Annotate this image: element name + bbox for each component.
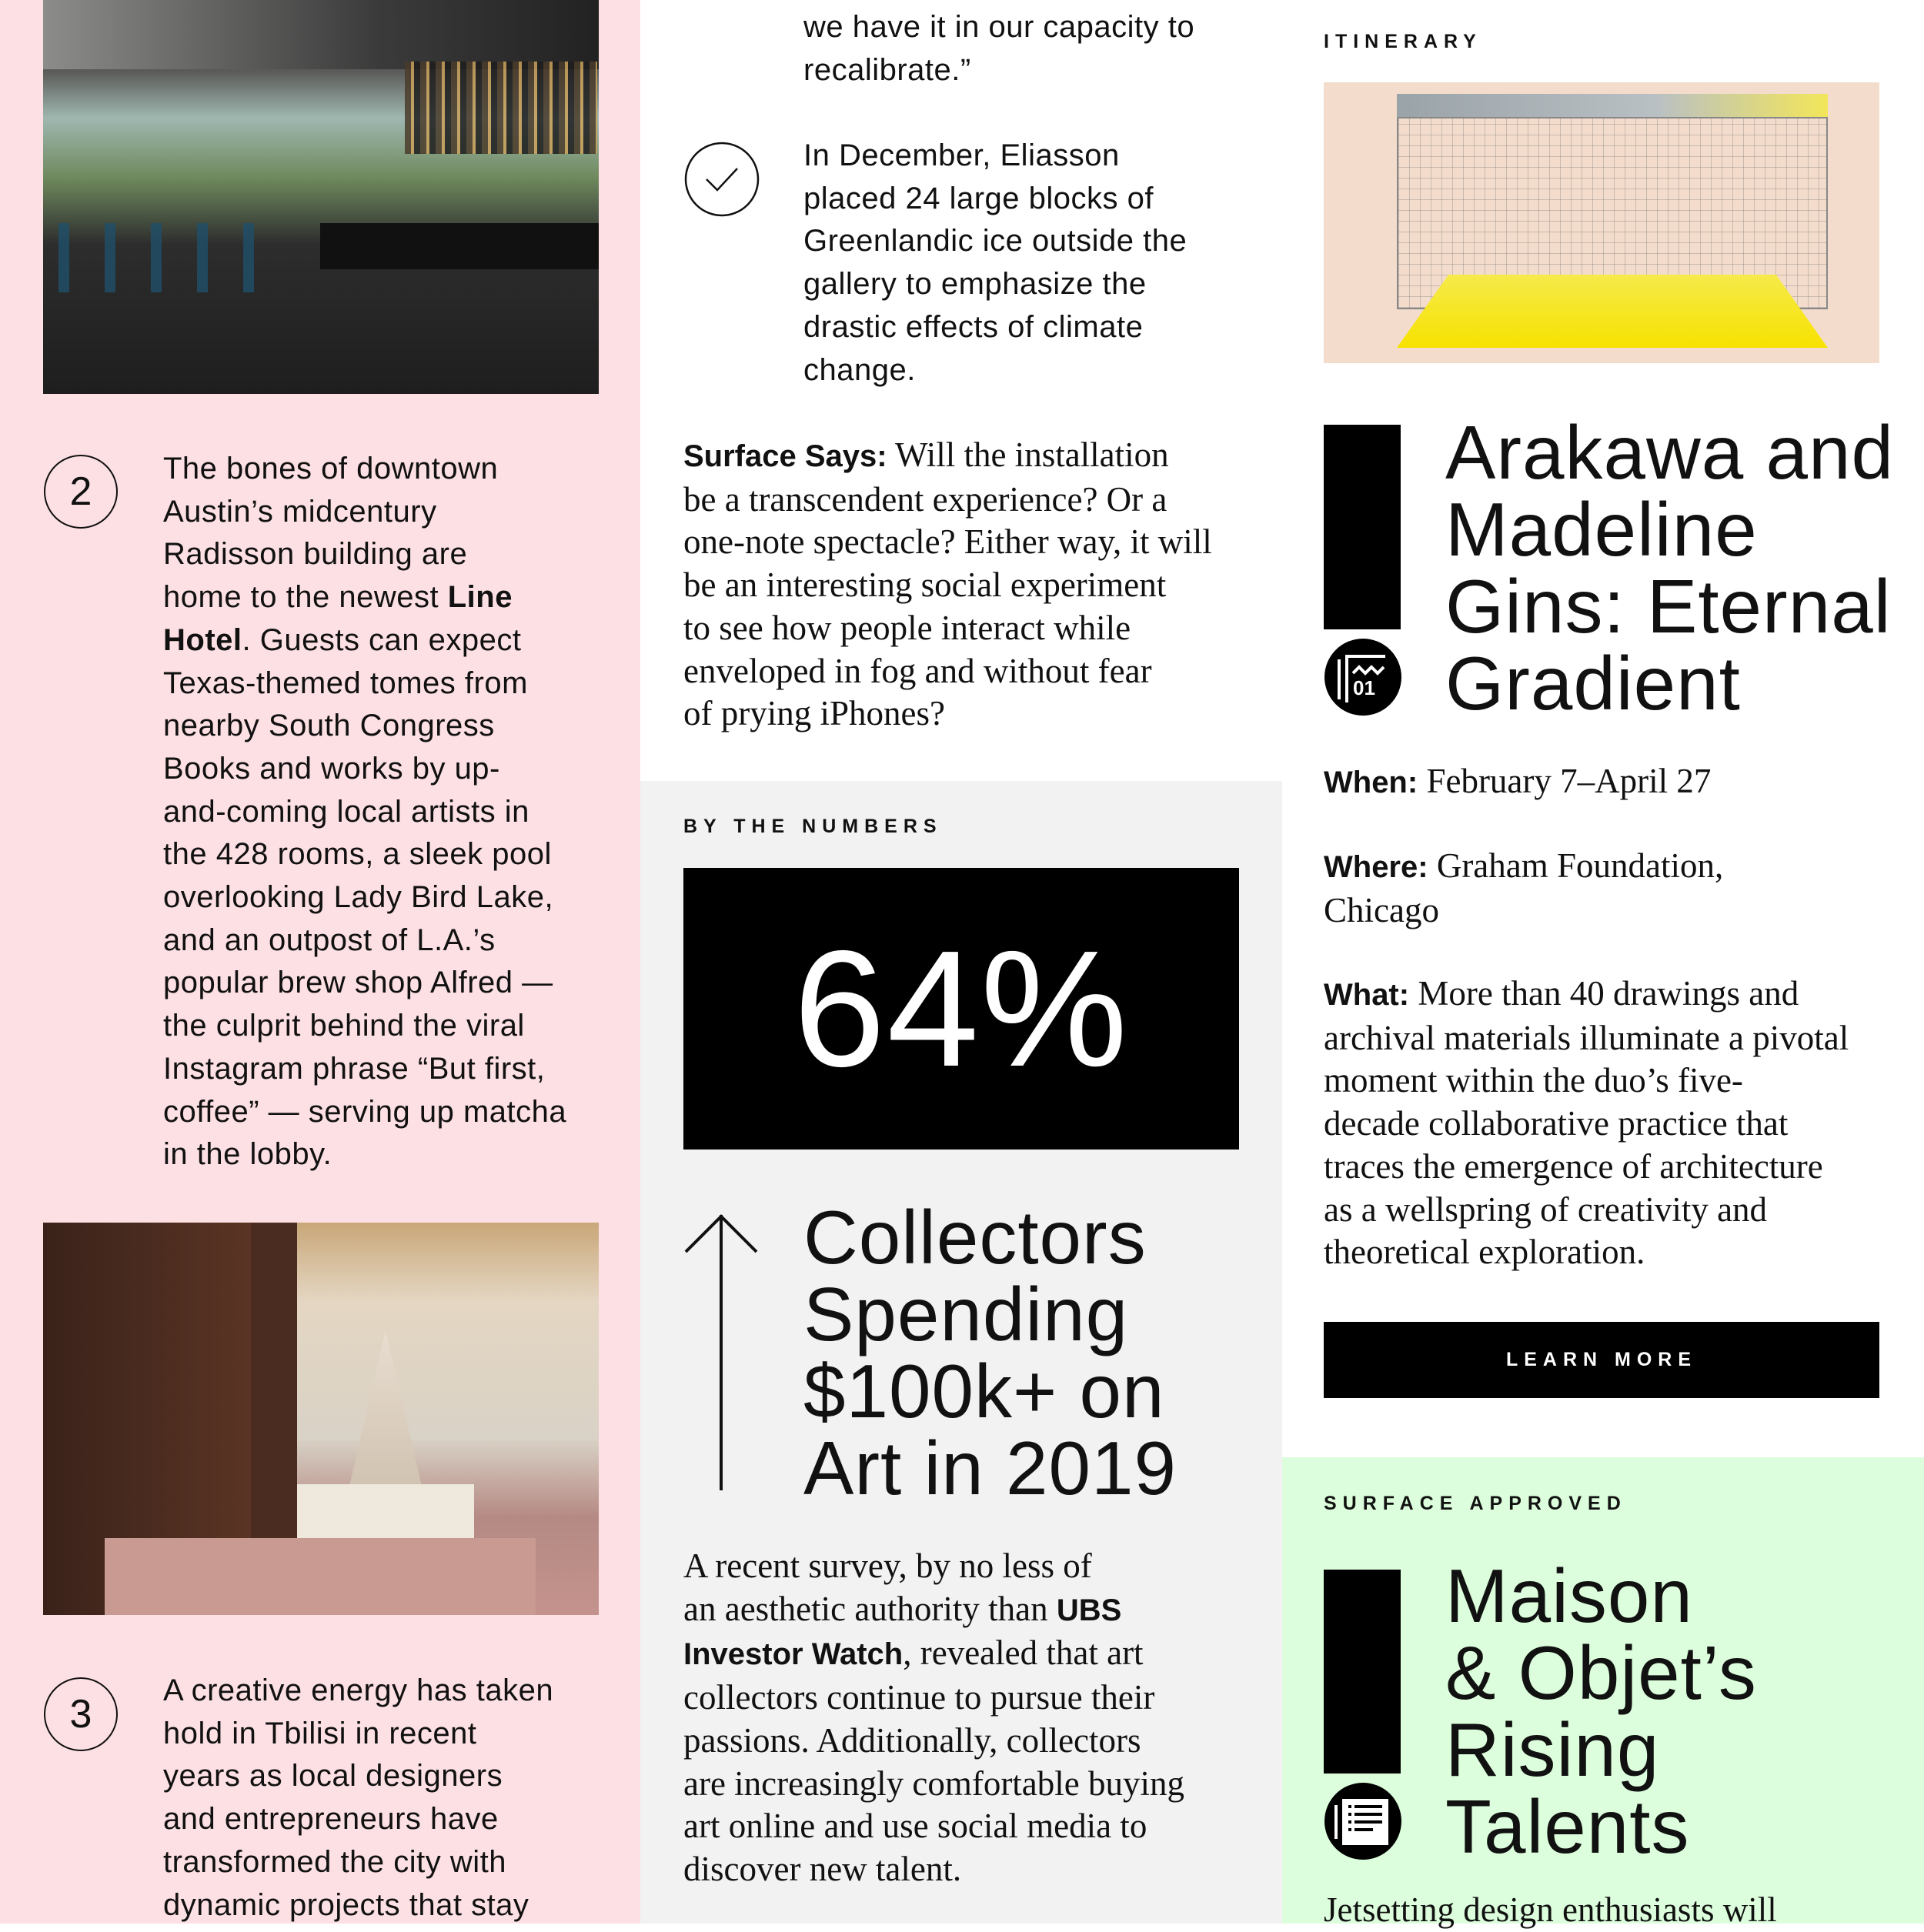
text-line: Arakawa and — [1445, 410, 1895, 495]
text-line: enveloped in fog and without fear — [683, 651, 1152, 690]
item-2-text — [163, 448, 566, 1176]
text-line: & Objet’s — [1445, 1630, 1757, 1715]
bold-text: Line — [447, 580, 513, 615]
text-line: Instagram phrase “But first, — [163, 1051, 546, 1086]
text-segment: More than 40 drawings and — [1409, 974, 1799, 1013]
text-line — [683, 1588, 1184, 1633]
text-line: archival materials illuminate a pivotal — [1324, 1018, 1849, 1057]
stat-value: 64% — [793, 916, 1130, 1101]
quote-text — [803, 6, 1194, 92]
text-segment: . Guests can expect — [242, 622, 522, 657]
surface-says-text — [683, 434, 1212, 736]
text-line: recalibrate.” — [803, 52, 971, 87]
exhibition-icon-number: 01 — [1353, 676, 1375, 699]
approved-accent-bar — [1324, 1570, 1401, 1774]
text-line: in the lobby. — [163, 1137, 332, 1172]
text-segment: home to the newest — [163, 580, 448, 615]
text-line: Greenlandic ice outside the — [803, 224, 1187, 259]
text-line: moment within the duo’s five- — [1324, 1061, 1743, 1100]
text-line: coffee” — serving up matcha — [163, 1094, 567, 1129]
text-line — [683, 434, 1212, 479]
text-line — [683, 1632, 1184, 1677]
bedroom-photo — [43, 1223, 599, 1615]
text-line: In December, Eliasson — [803, 138, 1120, 172]
text-line: The bones of downtown — [163, 452, 499, 486]
text-line: A creative energy has taken — [163, 1673, 554, 1707]
item-3-text — [163, 1670, 553, 1927]
text-line — [163, 619, 566, 662]
item-number-2 — [44, 455, 118, 529]
text-line: and an outpost of L.A.’s — [163, 923, 496, 957]
text-line: overlooking Lady Bird Lake, — [163, 880, 554, 915]
text-line: A recent survey, by no less of — [683, 1547, 1092, 1585]
numbers-body — [683, 1545, 1184, 1891]
what-text — [1324, 973, 1849, 1274]
text-line: and entrepreneurs have — [163, 1802, 499, 1837]
when-text — [1324, 760, 1711, 805]
surface-approved-label: SURFACE APPROVED — [1324, 1493, 1627, 1514]
text-line: to see how people interact while — [683, 608, 1131, 647]
numbers-heading — [803, 1195, 1177, 1510]
text-line: years as local designers — [163, 1759, 503, 1794]
bold-text: UBS — [1056, 1593, 1122, 1627]
bold-text: When: — [1324, 766, 1418, 799]
text-line: art online and use social media to — [683, 1807, 1147, 1846]
text-line: $100k+ on — [803, 1349, 1165, 1433]
text-line: hold in Tbilisi in recent — [163, 1716, 477, 1750]
bold-text: Surface Says: — [683, 439, 887, 473]
text-line — [1324, 973, 1849, 1017]
text-line: the 428 rooms, a sleek pool — [163, 837, 552, 872]
bold-text: Hotel — [163, 622, 242, 657]
item-number-text: 2 — [69, 469, 92, 514]
text-line: Spending — [803, 1272, 1129, 1356]
article-icon — [1324, 1782, 1402, 1860]
text-line: traces the emergence of architecture — [1324, 1146, 1823, 1186]
bold-text: What: — [1324, 978, 1410, 1012]
text-line: Art in 2019 — [803, 1426, 1177, 1510]
text-line: be an interesting social experiment — [683, 566, 1167, 605]
text-line: Austin’s midcentury — [163, 494, 437, 529]
text-line: we have it in our capacity to — [803, 10, 1195, 44]
text-line: placed 24 large blocks of — [803, 181, 1154, 215]
text-segment: , revealed that art — [903, 1633, 1144, 1673]
where-text — [1324, 845, 1723, 932]
text-line: Maison — [1445, 1553, 1693, 1638]
text-line — [1324, 845, 1723, 889]
text-line: Rising — [1445, 1707, 1660, 1792]
checkmark-icon — [683, 141, 760, 218]
text-line: drastic effects of climate — [803, 309, 1144, 344]
text-line: popular brew shop Alfred — — [163, 966, 553, 1000]
text-line: as a wellspring of creativity and — [1324, 1190, 1768, 1229]
text-line — [1324, 760, 1711, 805]
text-line: Talents — [1445, 1784, 1690, 1869]
approved-body — [1324, 1889, 1777, 1932]
text-line: Radisson building are — [163, 537, 468, 572]
bar-interior-photo — [43, 0, 599, 394]
text-line: are increasingly comfortable buying — [683, 1763, 1185, 1803]
learn-more-button[interactable]: LEARN MORE — [1324, 1322, 1879, 1398]
stat-box — [683, 868, 1239, 1150]
text-line: collectors continue to pursue their — [683, 1678, 1155, 1717]
text-line: Jetsetting design enthusiasts will — [1324, 1890, 1777, 1929]
by-the-numbers-label: BY THE NUMBERS — [683, 816, 943, 837]
text-line: one-note spectacle? Either way, it will — [683, 522, 1212, 562]
text-line: be a transcendent experience? Or a — [683, 479, 1167, 519]
item-number-3 — [44, 1677, 118, 1751]
text-line: Collectors — [803, 1195, 1147, 1280]
text-line: Chicago — [1324, 890, 1439, 929]
text-line: Gins: Eternal — [1445, 564, 1892, 649]
text-line: the culprit behind the viral — [163, 1009, 525, 1043]
approved-title — [1445, 1553, 1757, 1869]
text-line: dynamic projects that stay — [163, 1887, 529, 1922]
itinerary-accent-bar — [1324, 425, 1401, 629]
text-segment: Will the installation — [887, 435, 1169, 474]
fact-text — [803, 135, 1187, 392]
text-segment: Graham Foundation, — [1428, 846, 1724, 885]
text-line: and-coming local artists in — [163, 794, 529, 829]
itinerary-title — [1445, 410, 1895, 726]
text-line: passions. Additionally, collectors — [683, 1720, 1141, 1760]
text-line: of prying iPhones? — [683, 694, 945, 733]
bold-text: Investor Watch — [683, 1637, 904, 1672]
itinerary-label: ITINERARY — [1324, 31, 1482, 52]
text-line: Madeline — [1445, 487, 1758, 572]
arrow-up-icon — [683, 1212, 760, 1493]
text-line: change. — [803, 352, 916, 387]
item-number-text: 3 — [69, 1692, 92, 1737]
text-line: theoretical exploration. — [1324, 1233, 1645, 1272]
text-line: decade collaborative practice that — [1324, 1104, 1789, 1143]
text-line: Texas-themed tomes from — [163, 666, 528, 700]
text-segment: February 7–April 27 — [1418, 762, 1712, 800]
text-line: Gradient — [1445, 641, 1741, 726]
text-line: Books and works by up- — [163, 751, 500, 786]
exhibition-icon — [1324, 638, 1402, 716]
bold-text: Where: — [1324, 850, 1428, 884]
text-line: discover new talent. — [683, 1849, 962, 1888]
text-line — [163, 576, 566, 619]
text-segment: an aesthetic authority than — [683, 1589, 1057, 1628]
text-line: transformed the city with — [163, 1844, 506, 1879]
architectural-drawing-image — [1324, 82, 1879, 363]
text-line: nearby South Congress — [163, 709, 495, 743]
text-line: gallery to emphasize the — [803, 267, 1147, 302]
